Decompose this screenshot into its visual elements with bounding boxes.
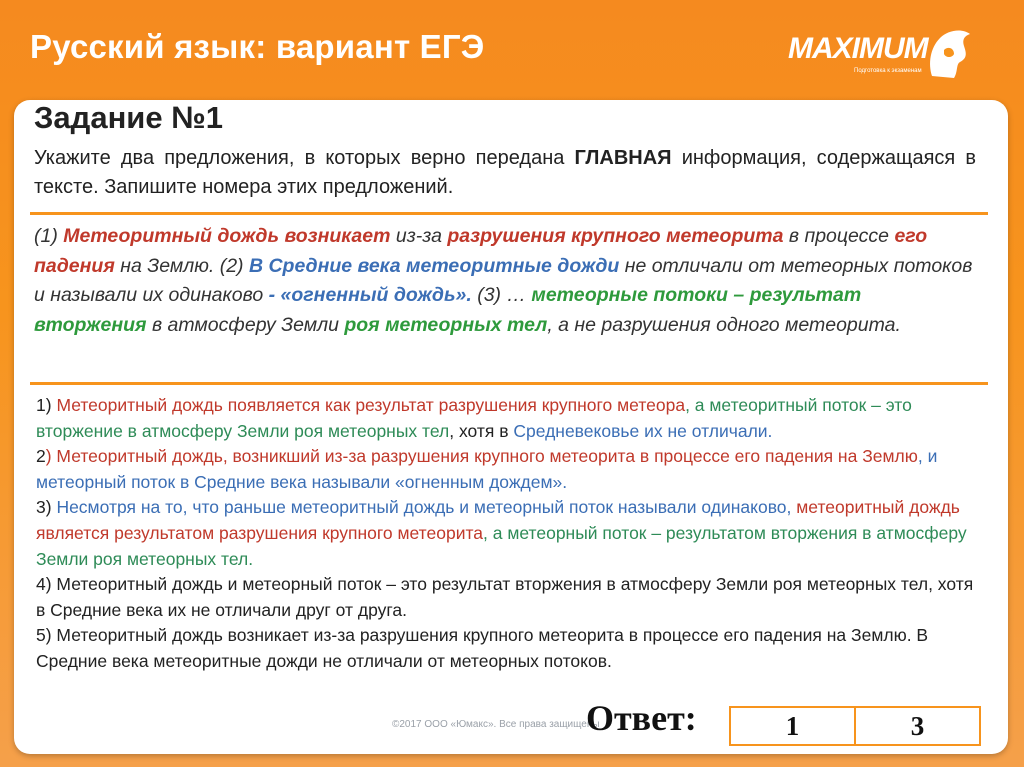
logo-text: MAXIMUM (788, 32, 928, 65)
maximum-logo (788, 26, 978, 84)
divider-bottom (30, 382, 988, 385)
option-1: 1) Метеоритный дождь появляется как результат разрушения крупного метеора, а метеоритный поток – это вторжение в атмосферу Земли роя метеорных тел, хотя в Средневековье их не отличали. (36, 395, 912, 441)
divider-top (30, 212, 988, 215)
answer-cell-2: 3 (854, 708, 979, 744)
option-4: 4) Метеоритный дождь и метеорный поток – это результат вторжения в атмосферу Земли роя метеорных тел, хотя в Средние века их не отличали друг от друга. (36, 574, 974, 620)
task-instruction: Укажите два предложения, в которых верно передана ГЛАВНАЯ информация, содержащаяся в тексте. Запишите номера этих предложений. (34, 147, 976, 198)
logo-head-icon (924, 26, 974, 82)
answer-label: Ответ: (586, 698, 697, 738)
logo-subtext: Подготовка к экзаменам (854, 68, 922, 74)
source-passage: (1) Метеоритный дождь возникает из-за разрушения крупного метеорита в процессе его падения на Землю. (2) В Средние века метеоритные дожди не отличали от метеорных потоков и называли их одинаково - «огненный дождь». (3) … метеорные потоки – результат вторжения в атмосферу Земли роя метеорных тел, а не разрушения одного метеорита. (34, 225, 973, 336)
answer-cell-1: 1 (785, 710, 800, 741)
answer-box (729, 706, 981, 746)
option-2: 2) Метеоритный дождь, возникший из-за разрушения крупного метеорита в процессе его падения на Землю, и метеорный поток в Средние века называли «огненным дождем». (36, 446, 938, 492)
answer-options (36, 393, 986, 675)
option-5: 5) Метеоритный дождь возникает из-за разрушения крупного метеорита в процессе его падения на Землю. В Средние века метеоритные дожди не отличали от метеорных потоков. (36, 625, 929, 671)
slide-title: Русский язык: вариант ЕГЭ (30, 28, 485, 65)
task-title: Задание №1 (34, 100, 224, 135)
copyright-text: ©2017 ООО «Юмакс». Все права защищены (392, 719, 600, 730)
option-3: 3) Несмотря на то, что раньше метеоритный дождь и метеорный поток называли одинаково, метеоритный дождь является результатом разрушения крупного метеорита, а метеорный поток – результатом вторжения в атмосферу Земли роя метеорных тел. (36, 497, 967, 569)
